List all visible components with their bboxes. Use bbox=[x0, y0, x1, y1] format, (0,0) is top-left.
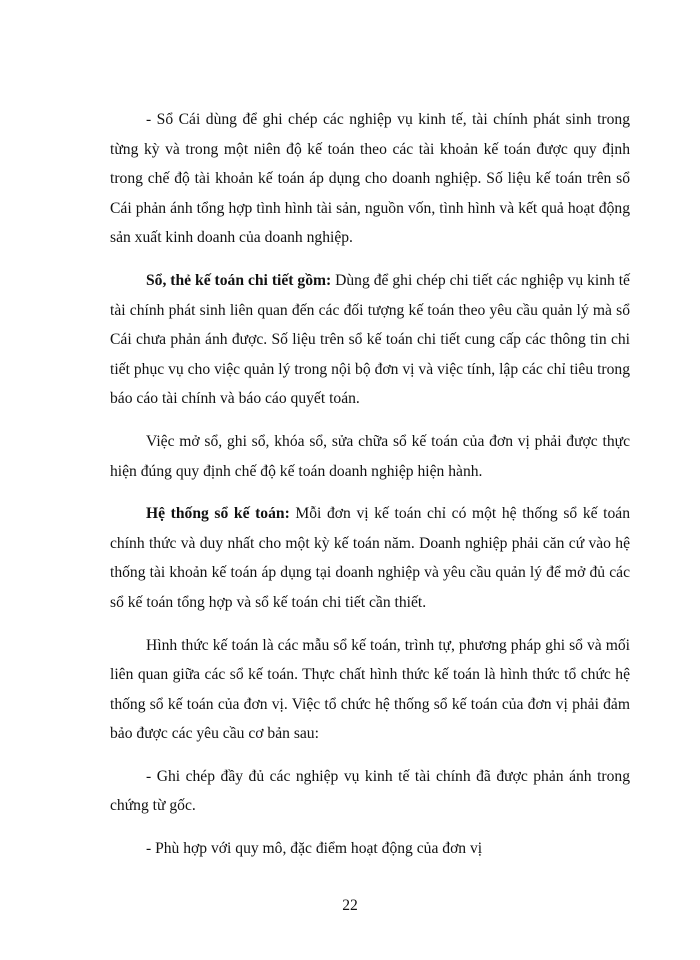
paragraph-text: - Sổ Cái dùng để ghi chép các nghiệp vụ kinh tế, tài chính phát sinh trong từng kỳ và trong một niên độ kế toán theo các tài khoản kế toán được quy định trong chế độ tài khoản kế toán áp dụng cho doanh nghiệp. Số liệu kế toán trên sổ Cái phản ánh tổng hợp tình hình tài sản, nguồn vốn, tình hình và kết quả hoạt động sản xuất kinh doanh của doanh nghiệp. bbox=[110, 111, 630, 247]
paragraph-lead: Hệ thống sổ kế toán: bbox=[146, 505, 290, 523]
paragraph-text: Việc mở sổ, ghi sổ, khóa sổ, sửa chữa sổ kế toán của đơn vị phải được thực hiện đúng quy định chế độ kế toán doanh nghiệp hiện hành. bbox=[110, 432, 630, 480]
paragraph-text: Mỗi đơn vị kế toán chỉ có một hệ thống sổ kế toán chính thức và duy nhất cho một kỳ kế toán năm. Doanh nghiệp phải căn cứ vào hệ thống tài khoản kế toán áp dụng tại doanh nghiệp và yêu cầu quản lý để mở đủ các sổ kế toán tổng hợp và sổ kế toán chi tiết cần thiết. bbox=[110, 505, 631, 611]
paragraph-lead: Sổ, thẻ kế toán chi tiết gồm: bbox=[146, 271, 332, 289]
page-body bbox=[110, 105, 630, 877]
paragraph-text: Hình thức kế toán là các mẫu sổ kế toán, trình tự, phương pháp ghi sổ và mối liên quan giữa các sổ kế toán. Thực chất hình thức kế toán là hình thức tổ chức hệ thống sổ kế toán của đơn vị. Việc tổ chức hệ thống sổ kế toán của đơn vị phải đảm bảo được các yêu cầu cơ bản sau: bbox=[110, 636, 630, 743]
paragraph-text: Dùng để ghi chép chi tiết các nghiệp vụ kinh tế tài chính phát sinh liên quan đến các đối tượng kế toán theo yêu cầu quản lý mà sổ Cái chưa phản ánh được. Số liệu trên sổ kế toán chi tiết cung cấp các thông tin chi tiết phục vụ cho việc quản lý trong nội bộ đơn vị và việc tính, lập các chỉ tiêu trong báo cáo tài chính và báo cáo quyết toán. bbox=[110, 271, 630, 408]
paragraph-text: - Phù hợp với quy mô, đặc điểm hoạt động của đơn vị bbox=[146, 840, 483, 858]
paragraph-hinh-thuc bbox=[110, 631, 630, 749]
page-number: 22 bbox=[342, 897, 358, 914]
paragraph-mo-so bbox=[110, 427, 630, 486]
paragraph-so-the-chi-tiet bbox=[110, 266, 630, 414]
paragraph-he-thong-so bbox=[110, 499, 630, 617]
paragraph-text: - Ghi chép đầy đủ các nghiệp vụ kinh tế tài chính đã được phản ánh trong chứng từ gốc. bbox=[110, 767, 630, 815]
paragraph-so-cai bbox=[110, 105, 630, 253]
paragraph-ghi-chep bbox=[110, 762, 630, 821]
paragraph-phu-hop bbox=[110, 834, 630, 864]
